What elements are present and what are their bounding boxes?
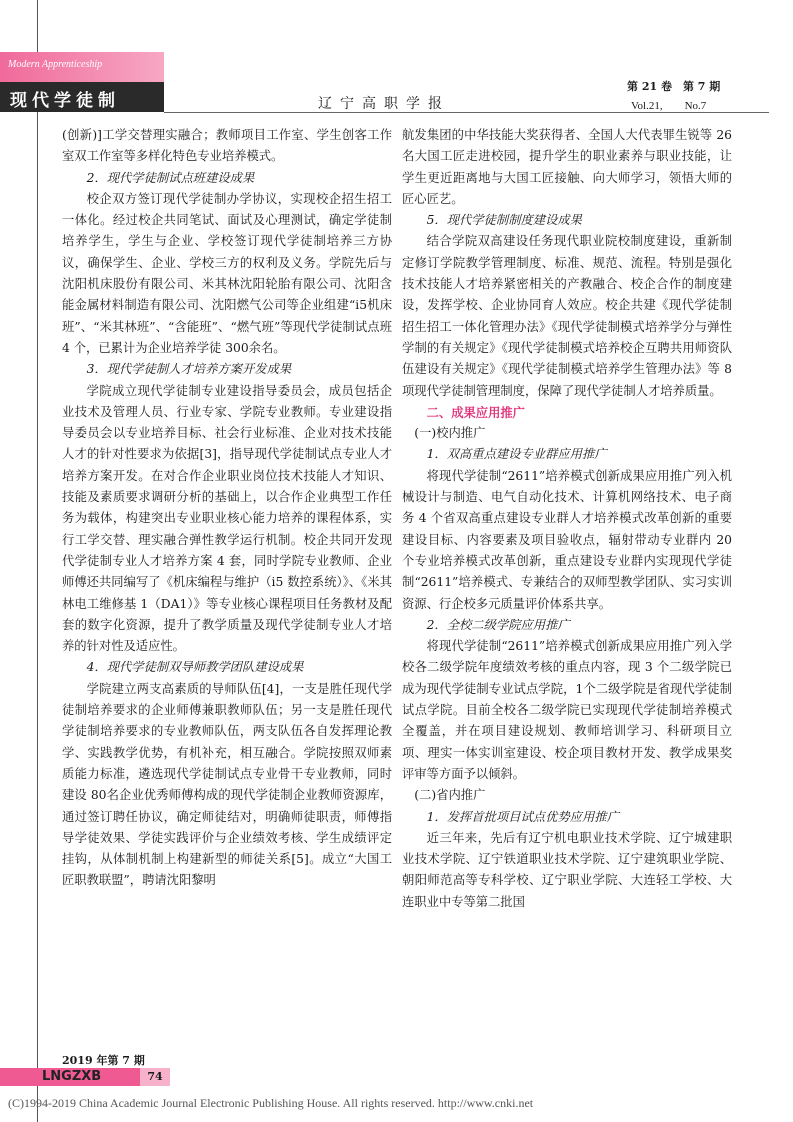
header-rule: [164, 112, 769, 113]
paragraph: 学院成立现代学徒制专业建设指导委员会，成员包括企业技术及管理人员、行业专家、学院专业教师。专业建设指导委员会以专业培养目标、社会行业标准、企业对技术技能人才的针对性要求为依据[3]，指导现代学徒制试点专业人才培养方案开发。在对合作企业职业岗位技术技能人才知识、技能及素质要求调研分析的基础上，以合作企业典型工作任务为载体，构建突出专业职业核心能力培养的课程体系，实行工学交替、理实融合弹性教学运行机制。校企共同开发现代学徒制专业人才培养方案 4 套，同时学院专业教师、企业师傅还共同编写了《机床编程与维护（i5 数控系统）》、《米其林电工维修基 1（DA1）》等专业核心课程项目任务教材及配套的数字化资源，提升了教学质量及现代学徒制专业人才培养的针对性及适应性。: [62, 383, 392, 654]
section-heading: 5．现代学徒制制度建设成果: [426, 213, 582, 228]
paragraph: 将现代学徒制“2611”培养模式创新成果应用推广列入学校各二级学院年度绩效考核的重点内容，现 3 个二级学院已成为现代学徒制专业试点学院，1个二级学院是省现代学徒制试点学院。目前全校各二级学院已实现现代学徒制培养模式全覆盖，并在项目建设规划、教师培训学习、科研项目立项、理实一体实训室建设、校企项目教材开发、教学成果奖评审等方面予以倾斜。: [402, 639, 732, 781]
magazine-title-cn: 现代学徒制: [10, 91, 120, 111]
paragraph: 学院建立两支高素质的导师队伍[4]，一支是胜任现代学徒制培养要求的企业师傅兼职教师队伍；另一支是胜任现代学徒制培养要求的专业教师队伍，两支队伍各自发挥理论教学、实践教学优势，有机补充，相互融合。学院按照双师素质能力标准，遴选现代学徒制试点专业骨干专业教师，同时建设 80名企业优秀师傅构成的现代学徒制企业教师资源库，通过签订聘任协议，确定师徒结对，明确师徒职责，师傅指导学徒效果、学徒实践评价与企业绩效考核、学生成绩评定挂钩，从体制机制上构建新型的师徒关系[5]。成立“大国工匠职教联盟”，聘请沈阳黎明: [62, 681, 392, 888]
paragraph: 将现代学徒制“2611”培养模式创新成果应用推广列入机械设计与制造、电气自动化技术、计算机网络技术、电子商务 4 个省双高重点建设专业群人才培养模式改革创新的重要建设目标、内容要素及项目验收点，辐射带动专业群内 20 个专业培养模式改革创新，重点建设专业群内实现现代学徒制“2611”培养模式、专兼结合的双师型教学团队、实习实训资源、行企校多元质量评价体系共享。: [402, 468, 732, 611]
paragraph: (创新)]工学交替理实融合；教师项目工作室、学生创客工作室双工作室等多样化特色专业培养模式。: [62, 128, 392, 164]
section-heading: 二、成果应用推广: [426, 404, 525, 420]
volume-issue-cn: 第 21 卷 第 7 期: [627, 80, 721, 93]
journal-code: LNGZXB: [42, 1069, 102, 1084]
paragraph: 校企双方签订现代学徒制办学协议，实现校企招生招工一体化。经过校企共同笔试、面试及心理测试，确定学徒制培养学生，学生与企业、学校签订现代学徒制培养三方协议，确保学生、企业、学校三方的权利及义务。学院先后与沈阳机床股份有限公司、米其林沈阳轮胎有限公司、沈阳含能金属材料制造有限公司、沈阳燃气公司等企业组建“i5机床班”、“米其林班”、“含能班”、“燃气班”等现代学徒制试点班 4 个，已累计为企业培养学徒 300余名。: [62, 191, 392, 355]
section-heading: 1．双高重点建设专业群应用推广: [426, 447, 607, 462]
paragraph: 近三年来，先后有辽宁机电职业技术学院、辽宁城建职业技术学院、辽宁铁道职业技术学院、辽宁建筑职业学院、朝阳师范高等专科学校、辽宁职业学院、大连轻工学校、大连职业中专等第二批国: [402, 830, 732, 909]
right-column: [402, 125, 732, 913]
section-heading: 1．发挥首批项目试点优势应用推广: [426, 809, 619, 824]
footer-year-issue: 2019 年第 7 期: [62, 1054, 145, 1067]
page-number: 74: [147, 1070, 163, 1083]
section-heading: (一)校内推广: [414, 426, 486, 441]
magazine-title-en: Modern Apprenticeship: [8, 59, 103, 70]
paragraph: 航发集团的中华技能大奖获得者、全国人大代表罪生锐等 26 名大国工匠走进校园，提升学生的职业素养与职业技能，让学生更近距离地与大国工匠接触、向大师学习，领悟大师的匠心匠艺。: [402, 128, 732, 206]
margin-rule: [37, 0, 38, 1122]
paragraph: 结合学院双高建设任务现代职业院校制度建设，重新制定修订学院教学管理制度、标准、规范、流程。特别是强化技术技能人才培养紧密相关的产教融合、校企合作的制度建设，发挥学校、企业协同育人效应。校企共建《现代学徒制招生招工一体化管理办法》《现代学徒制模式培养学分与弹性学制的有关规定》《现代学徒制模式培养校企互聘共用师资队伍建设有关规定》《现代学徒制模式培养学生管理办法》等 8 项现代学徒制管理制度，保障了现代学徒制人才培养质量。: [402, 234, 732, 398]
section-heading: 2．现代学徒制试点班建设成果: [86, 170, 255, 185]
section-heading: 4．现代学徒制双导师教学团队建设成果: [86, 660, 304, 675]
section-heading: 3．现代学徒制人才培养方案开发成果: [86, 362, 292, 377]
section-heading: 2．全校二级学院应用推广: [426, 617, 570, 632]
journal-name: 辽宁高职学报: [318, 96, 450, 112]
copyright-line: (C)1994-2019 China Academic Journal Electronic Publishing House. All rights reserved. http://www.cnki.net: [8, 1096, 534, 1110]
left-column: [62, 125, 392, 892]
section-heading: (二)省内推广: [414, 788, 486, 803]
volume-issue-en: Vol.21, No.7: [631, 100, 707, 112]
